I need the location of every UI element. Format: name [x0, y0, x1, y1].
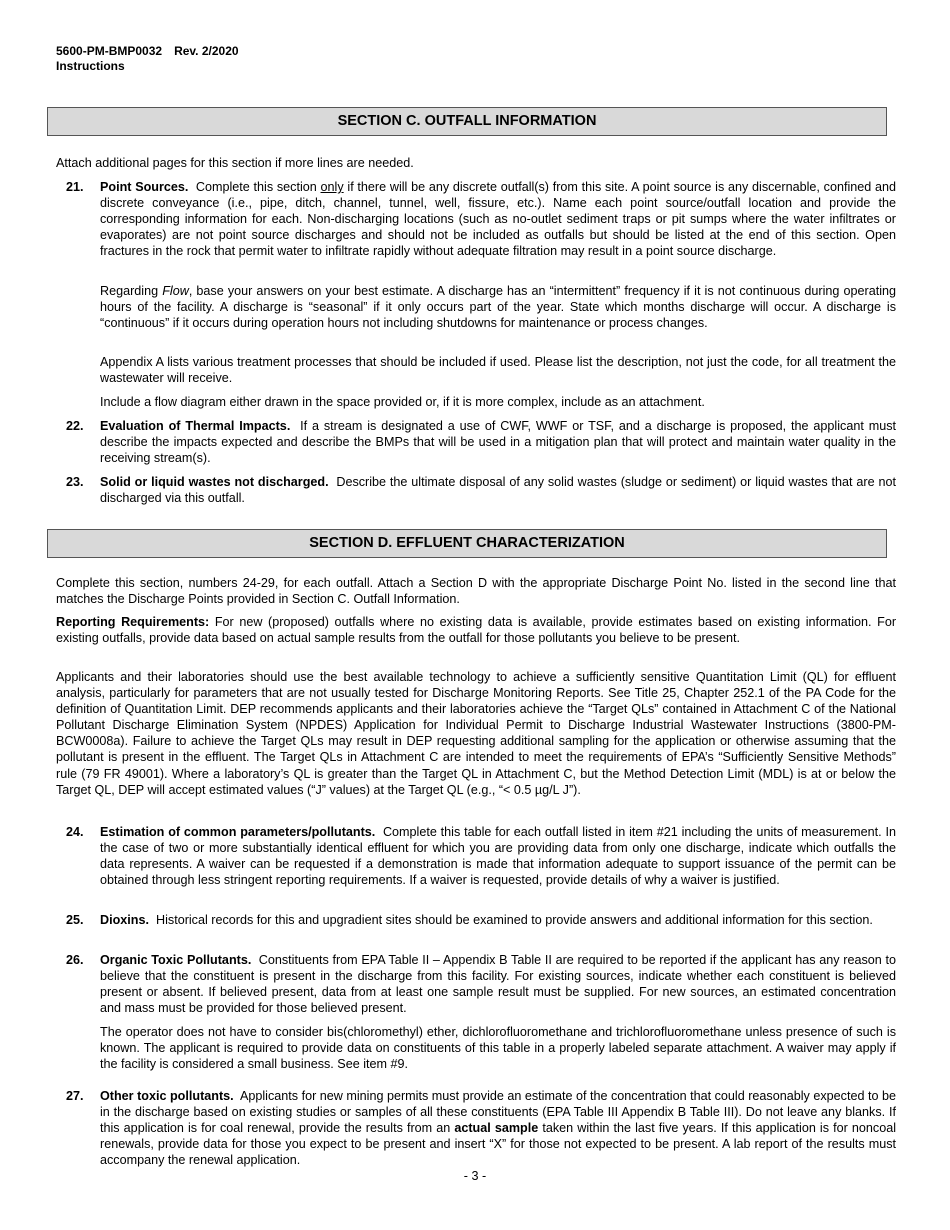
reporting-text: For new (proposed) outfalls where no existing data is available, provide estimates based on existing information. For existing outfalls, provide data based on actual sample results from the outfall for those pollutants you believe to be present. — [56, 615, 897, 646]
item-21-appendix-paragraph: Appendix A lists various treatment processes that should be included if used. Please list the description, not just the code, for all treatment the wastewater will receive. — [100, 355, 896, 386]
item-22-number: 22. — [66, 419, 84, 433]
item-23-text: Describe the ultimate disposal of any solid wastes (sludge or sediment) or liquid wastes that are not discharged via this outfall. — [100, 475, 897, 506]
item-26-title: Organic Toxic Pollutants. — [100, 953, 252, 967]
item-21-text-pre: Complete this section — [195, 180, 317, 194]
item-26-text: Constituents from EPA Table II – Appendix B Table II are required to be reported if the applicant has any reason to believe that the constituent is present in the discharge from this facility. For existing sources, indicate whether each constituent is believed present or absent. If believed present, data from at least one sample result must be supplied. For new sources, an estimated concentration and mass must be provided for those believed present. — [100, 953, 896, 1016]
page-number: - 3 - — [463, 1169, 487, 1183]
item-27-text-post: taken within the last five years. If this application is for noncoal renewals, provide data for those you expect to be present and insert “X” for those not expected to be present. A lab report of the results must accompany the renewal application. — [100, 1121, 896, 1168]
item-22 — [56, 418, 896, 466]
flow-word: Flow — [162, 284, 189, 298]
applicants-paragraph: Applicants and their laboratories should use the best available technology to achieve a sufficiently sensitive Quantitation Limit (QL) for effluent analysis, particularly for parameters that are not usually tested for Discharge Monitoring Reports. See Title 25, Chapter 252.1 of the PA Code for the definition of Quantitation Limit. DEP recommends applicants and their laboratories achieve the “Target QLs” contained in Attachment C of the National Pollutant Discharge Elimination System (NPDES) Application for Individual Permit to Discharge Industrial Wastewater Instructions (3800-PM-BCW0008a). Failure to achieve the Target QLs may result in DEP requesting additional sampling for the application or otherwise assuming that the pollutant is present in the effluent. The Target QLs in Attachment C are intended to meet the requirements of EPA’s “Sufficiently Sensitive Methods” rule (79 FR 49001). Where a laboratory’s QL is greater than the Target QL in Attachment C, but the Method Detection Limit (MDL) is at or below the Target QL, DEP will accept estimated values (“J” values) at the Target QL (e.g., “< 0.5 µg/L J”). — [56, 670, 896, 797]
section-c-intro: Attach additional pages for this section if more lines are needed. — [56, 156, 414, 170]
item-26 — [56, 952, 896, 1016]
item-22-title: Evaluation of Thermal Impacts. — [100, 419, 291, 433]
item-21 — [56, 179, 896, 259]
reporting-requirements — [56, 614, 896, 646]
item-24-number: 24. — [66, 825, 84, 839]
doc-type: Instructions — [56, 59, 125, 73]
item-27-text-pre: Applicants for new mining permits must provide an estimate of the concentration that could reasonably expected to be in the discharge based on existing studies or samples of all these constituents (EPA Table III Appendix B Table III). Do not leave any blanks. If this application is for coal renewal, provide the results from an — [100, 1089, 896, 1136]
item-24-title: Estimation of common parameters/pollutants. — [100, 825, 376, 839]
item-23-number: 23. — [66, 475, 84, 489]
item-22-text: If a stream is designated a use of CWF, WWF or TSF, and a discharge is proposed, the applicant must describe the impacts expected and describe the BMPs that will be used in a mitigation plan that will protect and maintain water quality in the receiving stream(s). — [100, 419, 897, 466]
item-21-underlined: only — [320, 180, 344, 194]
item-23 — [56, 474, 896, 506]
item-21-flow-paragraph — [100, 283, 896, 331]
item-27 — [56, 1088, 896, 1168]
section-c-heading: SECTION C. OUTFALL INFORMATION — [47, 107, 887, 136]
item-27-bold: actual sample — [454, 1121, 539, 1136]
item-21-flow-diagram-paragraph: Include a flow diagram either drawn in the space provided or, if it is more complex, include as an attachment. — [100, 395, 705, 409]
flow-post: , base your answers on your best estimate. A discharge has an “intermittent” frequency if it is not continuous during operating hours of the facility. A discharge is “seasonal” if it only occurs part of the year. State which months discharge will occur. A discharge is “continuous” if it occurs during operation hours not including shutdowns for maintenance or process changes. — [100, 284, 897, 331]
item-23-title: Solid or liquid wastes not discharged. — [100, 475, 329, 489]
form-revision: Rev. 2/2020 — [174, 44, 239, 58]
flow-pre: Regarding — [100, 284, 159, 298]
item-21-number: 21. — [66, 180, 84, 194]
item-26-operator-paragraph: The operator does not have to consider bis(chloromethyl) ether, dichlorofluoromethane and trichlorofluoromethane unless presence of such is known. The applicant is required to provide data on constituents of this table in a properly labeled separate attachment. A waiver may apply if the facility is considered a small business. See item #9. — [100, 1025, 896, 1072]
item-25 — [56, 912, 896, 928]
section-d-intro: Complete this section, numbers 24-29, for each outfall. Attach a Section D with the appropriate Discharge Point No. listed in the second line that matches the Discharge Points provided in Section C. Outfall Information. — [56, 576, 896, 607]
item-21-title: Point Sources. — [100, 180, 189, 194]
reporting-label: Reporting Requirements: — [56, 615, 210, 629]
item-25-number: 25. — [66, 913, 84, 927]
item-27-title: Other toxic pollutants. — [100, 1089, 234, 1103]
section-d-heading: SECTION D. EFFLUENT CHARACTERIZATION — [47, 529, 887, 558]
form-number: 5600-PM-BMP0032 — [56, 44, 163, 58]
form-header — [56, 44, 239, 74]
item-24-text: Complete this table for each outfall listed in item #21 including the units of measurement. In the case of two or more substantially identical effluent for which you are providing data from only one discharge, indicate which outfalls the data represents. A waiver can be requested if a demonstration is made that information adequate to support issuance of the permit can be obtained through less stringent reporting requirements. If a waiver is requested, provide details of why a waiver is justified. — [100, 825, 897, 888]
item-25-text: Historical records for this and upgradient sites should be examined to provide answers and additional information for this section. — [156, 913, 873, 927]
item-21-text-post: if there will be any discrete outfall(s) from this site. A point source is any discernable, confined and discrete conveyance (i.e., pipe, ditch, channel, tunnel, well, fissure, etc.). Name each point source/outfall location and provide the corresponding information for each. Non-discharging locations (such as no-outlet sediment traps or pit sumps where the water infiltrates or evaporates) are not point source discharges and should not be included as outfalls but should be listed at the end of this section. Open fractures in the rock that permit water to infiltrate rapidly without adequate filtration may result in a point source discharge. — [100, 180, 897, 259]
item-25-title: Dioxins. — [100, 913, 149, 927]
item-27-number: 27. — [66, 1089, 84, 1103]
item-24 — [56, 824, 896, 888]
item-26-number: 26. — [66, 953, 84, 967]
